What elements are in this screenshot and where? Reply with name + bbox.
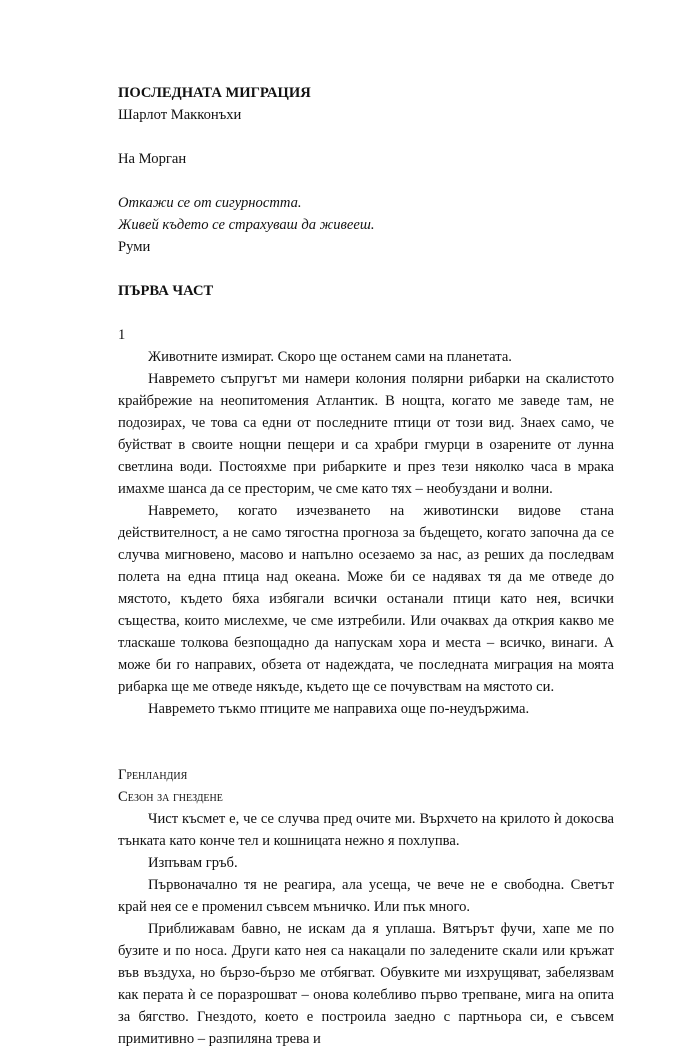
spacer <box>118 720 614 764</box>
paragraph: Животните измират. Скоро ще останем сами на планетата. <box>148 349 512 365</box>
paragraph: Навремето съпругът ми намери колония полярни рибарки на скалистото крайбрежие на неопитомения Атлантик. В нощта, когато ме заведе там, не подозирах, че това са едни от последните птици от този вид. Знаех само, че буйстват в своите нощни пещери и са храбри гмурци в озарените от лунна светлина води. Постояхме при рибарките и през тези няколко часа в мрака имахме шанса да се престорим, че сме като тях – необуздани и волни. <box>118 371 614 497</box>
part-heading: ПЪРВА ЧАСТ <box>118 283 214 299</box>
book-title: ПОСЛЕДНАТА МИГРАЦИЯ <box>118 85 311 101</box>
spacer <box>118 258 614 280</box>
paragraph: Чист късмет е, че се случва пред очите ми. Върхчето на крилото ѝ докосва тънката като конче тел и кошницата нежно я похлупва. <box>118 811 614 849</box>
epigraph-line-1: Откажи се от сигурността. <box>118 195 302 211</box>
section-location: Гренландия <box>118 767 188 783</box>
spacer <box>118 302 614 324</box>
paragraph: Навремето, когато изчезването на животински видове стана действителност, а не само тягостна прогноза за бъдещето, когато започна да се случва мигновено, масово и напълно осезаемо за нас, аз реших да последвам полета на една птица над океана. Може би се надявах тя да ме отведе до мястото, където бяха избягали всички останали птици като нея, всички същества, които мислехме, че сме изтребили. Или очаквах да открия какво ме тласкаше толкова безпощадно да напускам хора и места – всичко, винаги. А може би го направих, обзета от надеждата, че последната миграция на моята рибарка ще ме отведе някъде, където ще се почувствам на мястото си. <box>118 503 614 695</box>
document-page <box>118 82 614 1050</box>
section-season: Сезон за гнездене <box>118 789 223 805</box>
paragraph: Изпъвам гръб. <box>148 855 238 871</box>
spacer <box>118 126 614 148</box>
book-author: Шарлот Макконъхи <box>118 107 242 123</box>
spacer <box>118 170 614 192</box>
paragraph: Приближавам бавно, не искам да я уплаша. Вятърът фучи, хапе ме по бузите и по носа. Други като нея са накацали по заледените скали или кръжат във въздуха, но бързо-бързо ме отбягват. Обувките ми изхрущяват, забелязвам как перата ѝ се поразрошват – онова колебливо първо трепване, мига на опита за бягство. Гнездото, което е построила заедно с партньора си, е съвсем примитивно – разпиляна трева и <box>118 921 614 1047</box>
paragraph: Първоначално тя не реагира, ала усеща, че вече не е свободна. Светът край нея се е променил съвсем мъничко. Или пък много. <box>118 877 614 915</box>
dedication: На Морган <box>118 151 187 167</box>
paragraph: Навремето тъкмо птиците ме направиха още по-неудържима. <box>148 701 530 717</box>
epigraph-line-2: Живей където се страхуваш да живееш. <box>118 217 375 233</box>
chapter-number: 1 <box>118 327 126 343</box>
epigraph-attribution: Руми <box>118 239 151 255</box>
